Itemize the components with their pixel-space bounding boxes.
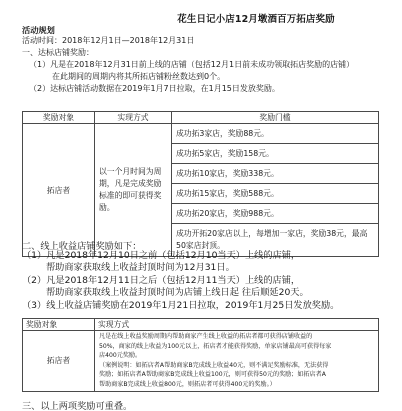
- award-tier-5: 成功拓20家店，奖励988元。: [172, 204, 379, 224]
- reward-object-cell: 拓店者: [23, 331, 95, 392]
- method-line: 店400元奖励。: [99, 352, 142, 360]
- reward-object-cell: 拓店者: [23, 124, 95, 257]
- header-reward-object: 奖励对象: [23, 112, 95, 124]
- section2-rule2-line1: （2）凡是2018年12月11日之后（包括12月11当天）上线的店铺，: [22, 275, 301, 286]
- header-reward-object: 奖励对象: [23, 319, 95, 331]
- method-line: 50%，商家的线上收益为100元以上，拓店者才能获得奖励，单家店铺最高可获得每家: [99, 342, 332, 350]
- header-threshold: 奖励门槛: [172, 112, 379, 124]
- store-reward-table: [22, 111, 379, 257]
- section2-rule1-line1: （1）凡是2018年12月10日之前（包括12月10当天）上线的店铺，: [22, 250, 301, 261]
- award-tier-4: 成功拓15家店，奖励588元。: [172, 184, 379, 204]
- plan-heading: 活动规划: [22, 25, 55, 35]
- award-tier-1: 成功拓3家店，奖励88元。: [172, 124, 379, 144]
- award-tier-2: 成功拓5家店，奖励158元。: [172, 144, 379, 164]
- section1-rule1-line1: （1）凡是在2018年12月31日前上线的店铺（包括12月1日前未成功领取拓店奖励的店铺）: [29, 60, 355, 69]
- method-cell: [95, 331, 379, 392]
- award-tier-6: 成功开拓20家店以上，每增加一家店，奖励38元，最高50家店封顶。: [172, 224, 379, 257]
- method-line: 奖励；如拓店者A帮助商家B完成线上收益100元，则可获得50元的奖励；如拓店者A: [99, 371, 326, 379]
- section2-rule3: （3）线上收益店铺奖励在2019年1月21日拉取，2019年1月25日发放奖励。: [22, 300, 340, 311]
- section1-heading: 一、达标店铺奖励：: [22, 48, 94, 57]
- method-line: 凡是在线上收益奖励周期内帮助商家产生线上收益的拓店者都可获得店铺收益的: [99, 333, 313, 340]
- section1-rule1-line2: 在此期间的周期内将其所拓店铺粉丝数达到0个。: [52, 72, 226, 81]
- section2-heading: 二、线上收益店铺奖励如下：: [22, 241, 142, 252]
- document-title: 花生日记小店12月墩酒百万拓店奖励: [177, 14, 335, 25]
- method-cell: 以一个月时间为周期，凡是完成奖励标准的即可获得奖励。: [95, 124, 172, 257]
- section2-rule1-line2: 帮助商家获取线上收益封顶时间为12月31日。: [46, 262, 235, 273]
- award-tier-3: 成功拓10家店，奖励338元。: [172, 164, 379, 184]
- header-method: 实现方式: [95, 319, 379, 331]
- section2-rule2-line2: 帮助商家获取线上收益封顶时间为店铺上线日起 往后顺延20天。: [46, 287, 309, 298]
- online-revenue-table: [22, 318, 379, 392]
- header-method: 实现方式: [95, 112, 172, 124]
- method-line: （案例说明：如拓店者A帮助商家B完成线上收益40元，则不满足奖励标准，无法获得: [99, 361, 329, 369]
- activity-period: 活动时间：2018年12月1日—2018年12月31日: [22, 36, 195, 45]
- table-row: [23, 331, 379, 392]
- table-header-row: [23, 319, 379, 331]
- section1-rule2: （2）达标店铺活动数据在2019年1月7日拉取，在1月15日发放奖励。: [29, 84, 280, 93]
- table-header-row: [23, 112, 379, 124]
- section3-heading: 三、以上两项奖励可重叠。: [22, 401, 133, 411]
- method-line: 帮助商家B完成线上收益800元，则拓店者可获得400元的奖励。）: [99, 380, 276, 388]
- table-row: [23, 124, 379, 144]
